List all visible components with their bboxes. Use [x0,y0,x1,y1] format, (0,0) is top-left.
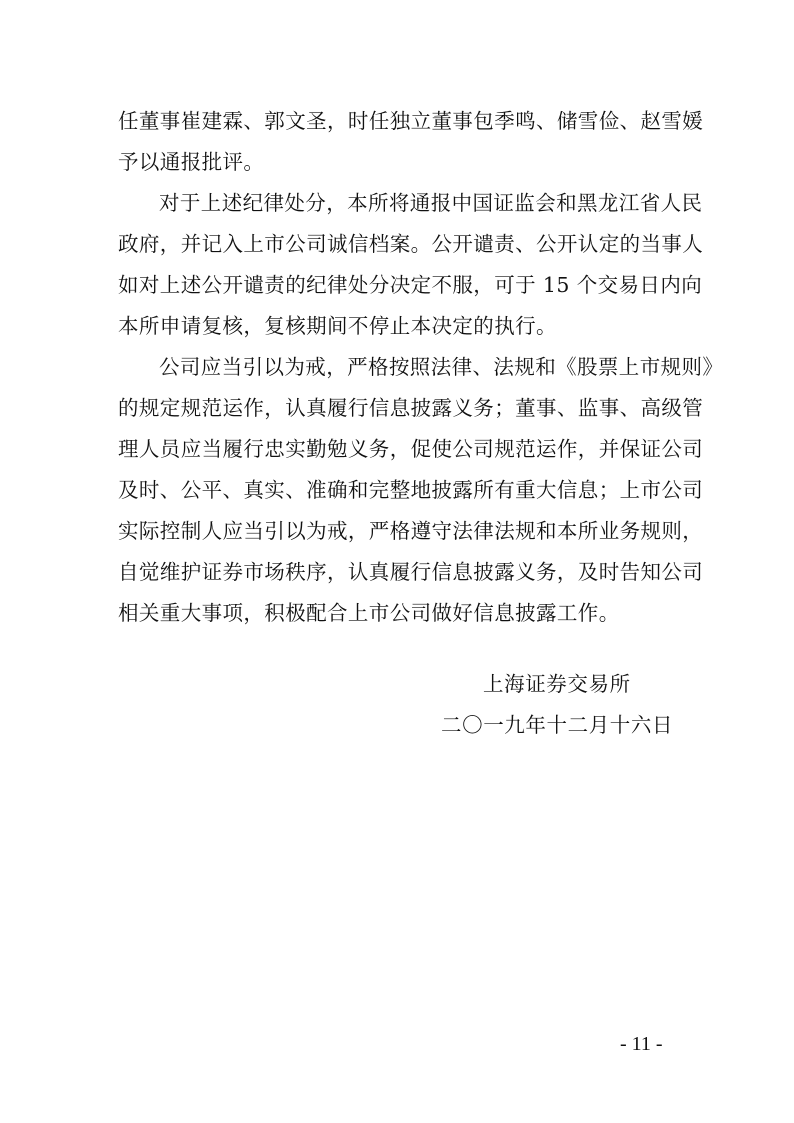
paragraph-1-line-2: 予以通报批评。 [118,150,265,174]
issue-date: 二〇一九年十二月十六日 [441,713,674,737]
paragraph-1-line-1: 任董事崔建霖、郭文圣，时任独立董事包季鸣、储雪俭、赵雪媛 [118,109,704,133]
paragraph-2-line-3: 如对上述公开谴责的纪律处分决定不服，可于 15 个交易日内向 [118,273,703,297]
paragraph-3-line-7: 相关重大事项，积极配合上市公司做好信息披露工作。 [118,601,620,625]
paragraph-3-line-2: 的规定规范运作，认真履行信息披露义务；董事、监事、高级管 [118,396,704,420]
paragraph-3-line-5: 实际控制人应当引以为戒，严格遵守法律法规和本所业务规则， [118,519,704,543]
page-number: - 11 - [620,1033,663,1055]
paragraph-3-line-4: 及时、公平、真实、准确和完整地披露所有重大信息；上市公司 [118,478,704,502]
paragraph-3-line-1: 公司应当引以为戒，严格按照法律、法规和《股票上市规则》 [159,355,724,379]
paragraph-3-line-6: 自觉维护证券市场秩序，认真履行信息披露义务，及时告知公司 [118,560,704,584]
paragraph-3-line-3: 理人员应当履行忠实勤勉义务，促使公司规范运作，并保证公司 [118,437,704,461]
paragraph-2-line-4: 本所申请复核，复核期间不停止本决定的执行。 [118,314,557,338]
paragraph-2-line-1: 对于上述纪律处分，本所将通报中国证监会和黑龙江省人民 [159,191,703,215]
issuing-organization: 上海证券交易所 [483,672,631,696]
paragraph-2-line-2: 政府，并记入上市公司诚信档案。公开谴责、公开认定的当事人 [118,232,704,256]
